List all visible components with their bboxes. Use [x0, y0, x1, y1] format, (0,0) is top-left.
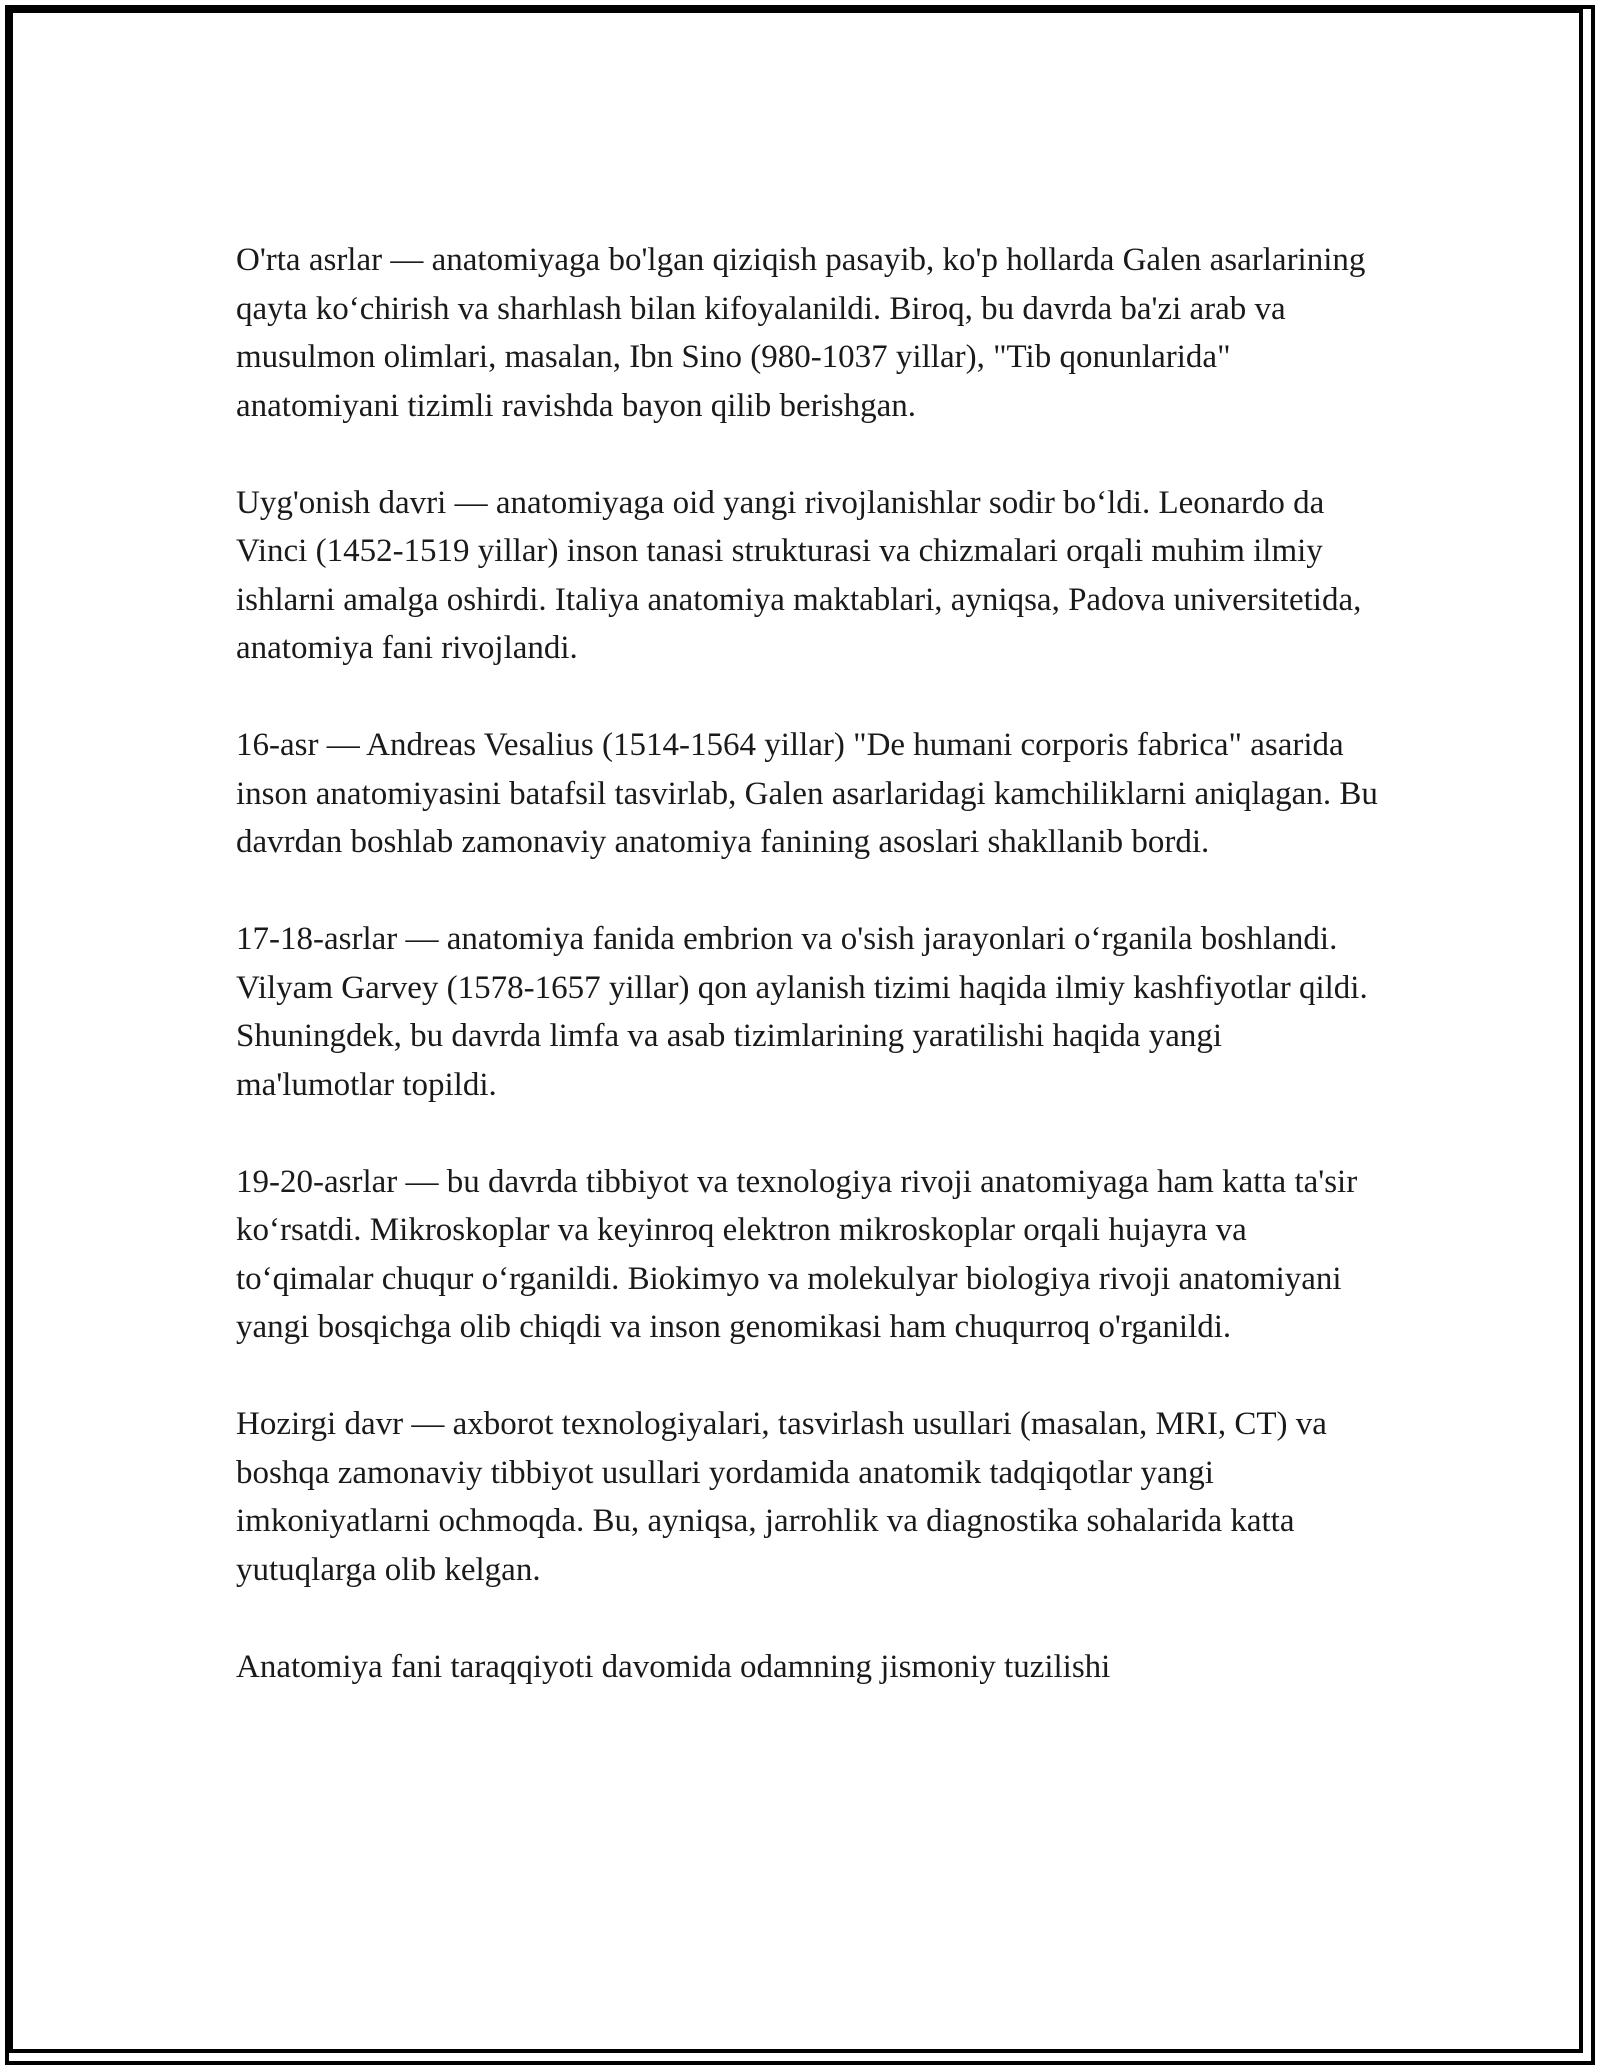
paragraph-renaissance: Uyg'onish davri — anatomiyaga oid yangi rivojlanishlar sodir bo‘ldi. Leonardo da Vinci (1452-1519 yillar) inson tanasi strukturasi va chizmalari orqali muhim ilmiy ishlarni amalga oshirdi. Italiya anatomiya maktablari, ayniqsa, Padova universitetida, anatomiya fani rivojlandi. — [236, 484, 1362, 666]
paragraph-conclusion-fragment: Anatomiya fani taraqqiyoti davomida odamning jismoniy tuzilishi — [236, 1648, 1111, 1685]
paragraph-19-20th-centuries: 19-20-asrlar — bu davrda tibbiyot va texnologiya rivoji anatomiyaga ham katta ta'sir ko‘rsatdi. Mikroskoplar va keyinroq elektron mikroskoplar orqali hujayra va to‘qimalar chuqur o‘rganildi. Biokimyo va molekulyar biologiya rivoji anatomiyani yangi bosqichga olib chiqdi va inson genomikasi ham chuqurroq o'rganildi. — [236, 1163, 1358, 1345]
paragraph-16th-century: 16-asr — Andreas Vesalius (1514-1564 yillar) "De humani corporis fabrica" asarida inson anatomiyasini batafsil tasvirlab, Galen asarlaridagi kamchiliklarni aniqlagan. Bu davrdan boshlab zamonaviy anatomiya fanining asoslari shakllanib bordi. — [236, 727, 1378, 860]
paragraph-present-day: Hozirgi davr — axborot texnologiyalari, tasvirlash usullari (masalan, MRI, CT) va boshqa zamonaviy tibbiyot usullari yordamida anatomik tadqiqotlar yangi imkoniyatlarni ochmoqda. Bu, ayniqsa, jarrohlik va diagnostika sohalarida katta yutuqlarga olib kelgan. — [236, 1406, 1327, 1588]
paragraph-17-18th-centuries: 17-18-asrlar — anatomiya fanida embrion va o'sish jarayonlari o‘rganila boshlandi. Vilyam Garvey (1578-1657 yillar) qon aylanish tizimi haqida ilmiy kashfiyotlar qildi. Shuningdek, bu davrda limfa va asab tizimlarining yaratilishi haqida yangi ma'lumotlar topildi. — [236, 921, 1368, 1103]
document-body — [236, 236, 1386, 1740]
paragraph-middle-ages: O'rta asrlar — anatomiyaga bo'lgan qiziqish pasayib, ko'p hollarda Galen asarlarining qayta ko‘chirish va sharhlash bilan kifoyalanildi. Biroq, bu davrda ba'zi arab va musulmon olimlari, masalan, Ibn Sino (980-1037 yillar), "Tib qonunlarida" anatomiyani tizimli ravishda bayon qilib berishgan. — [236, 242, 1366, 424]
